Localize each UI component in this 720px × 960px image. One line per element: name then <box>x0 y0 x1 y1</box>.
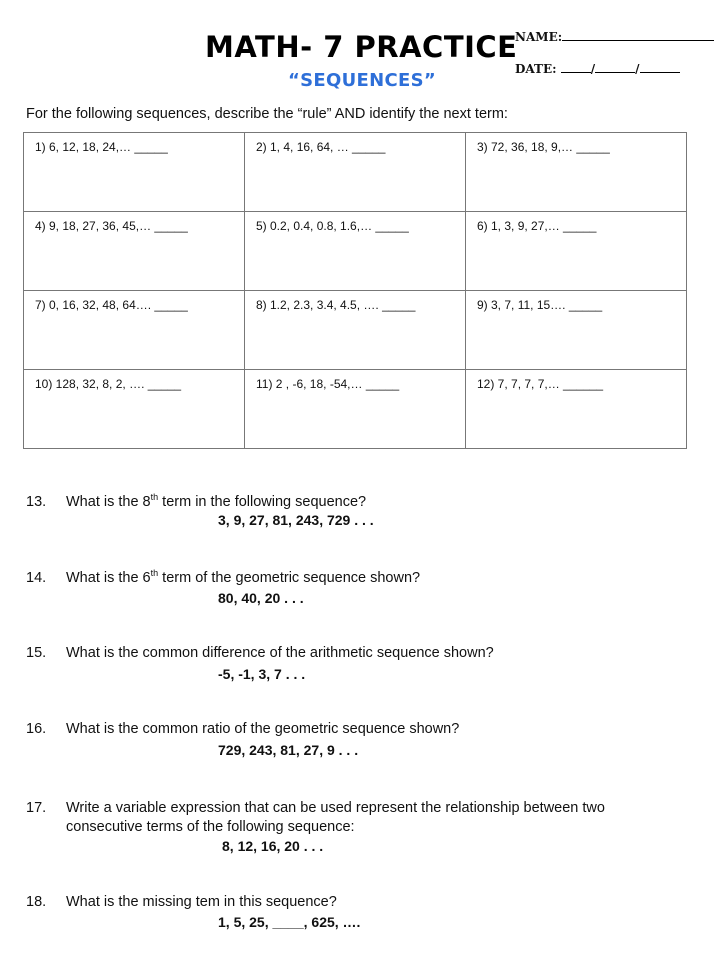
worksheet-title: MATH- 7 PRACTICE <box>205 30 518 64</box>
date-label: DATE: <box>515 62 557 76</box>
grid-cell[interactable]: 1) 6, 12, 18, 24,… _____ <box>24 133 245 212</box>
ordinal-suffix: th <box>150 568 159 578</box>
date-day-blank[interactable] <box>595 60 635 73</box>
question-number: 16. <box>26 721 47 737</box>
grid-row <box>24 133 687 212</box>
question-14 <box>26 568 420 586</box>
grid-cell[interactable]: 9) 3, 7, 11, 15…. _____ <box>466 291 687 370</box>
grid-cell[interactable]: 8) 1.2, 2.3, 3.4, 4.5, …. _____ <box>245 291 466 370</box>
sequence-grid <box>23 132 687 449</box>
question-number: 17. <box>26 800 47 816</box>
question-18-sequence: 1, 5, 25, ____, 625, …. <box>218 914 361 930</box>
date-year-blank[interactable] <box>640 60 680 73</box>
question-text: What is the 6 <box>66 569 151 586</box>
date-month-blank[interactable] <box>561 60 591 73</box>
question-15 <box>26 645 494 661</box>
grid-cell[interactable]: 12) 7, 7, 7, 7,… ______ <box>466 370 687 449</box>
grid-cell[interactable]: 11) 2 , -6, 18, -54,… _____ <box>245 370 466 449</box>
question-text: What is the 8 <box>66 493 151 510</box>
question-text: Write a variable expression that can be used represent the relationship between two <box>66 800 605 816</box>
instructions: For the following sequences, describe the “rule” AND identify the next term: <box>26 106 508 122</box>
ordinal-suffix: th <box>150 492 159 502</box>
question-text: What is the missing tem in this sequence? <box>66 894 337 910</box>
question-number: 18. <box>26 894 47 910</box>
name-field[interactable] <box>515 28 714 44</box>
question-number: 14. <box>26 569 47 586</box>
question-text: What is the common ratio of the geometric sequence shown? <box>66 721 460 737</box>
grid-row <box>24 370 687 449</box>
question-16-sequence: 729, 243, 81, 27, 9 . . . <box>218 742 359 758</box>
grid-row <box>24 291 687 370</box>
question-text-continued: consecutive terms of the following sequence: <box>66 819 355 835</box>
name-blank[interactable] <box>562 28 714 41</box>
name-label: NAME: <box>515 30 563 44</box>
question-number: 13. <box>26 493 47 510</box>
question-13 <box>26 492 366 510</box>
grid-cell[interactable]: 5) 0.2, 0.4, 0.8, 1.6,… _____ <box>245 212 466 291</box>
question-15-sequence: -5, -1, 3, 7 . . . <box>218 666 306 682</box>
question-17 <box>26 799 605 837</box>
question-text: term in the following sequence? <box>158 493 367 510</box>
grid-cell[interactable]: 6) 1, 3, 9, 27,… _____ <box>466 212 687 291</box>
worksheet-subtitle: “SEQUENCES” <box>288 70 436 91</box>
date-separator: / <box>590 62 596 76</box>
grid-row <box>24 212 687 291</box>
question-16 <box>26 721 459 737</box>
question-number: 15. <box>26 645 47 661</box>
question-17-sequence: 8, 12, 16, 20 . . . <box>222 838 324 854</box>
grid-cell[interactable]: 10) 128, 32, 8, 2, …. _____ <box>24 370 245 449</box>
grid-cell[interactable]: 4) 9, 18, 27, 36, 45,… _____ <box>24 212 245 291</box>
question-13-sequence: 3, 9, 27, 81, 243, 729 . . . <box>218 512 374 528</box>
grid-cell[interactable]: 7) 0, 16, 32, 48, 64…. _____ <box>24 291 245 370</box>
question-text: term of the geometric sequence shown? <box>158 569 421 586</box>
date-field[interactable] <box>515 60 680 76</box>
date-separator: / <box>635 62 640 76</box>
question-text: What is the common difference of the arithmetic sequence shown? <box>66 645 494 661</box>
question-18 <box>26 894 337 910</box>
grid-cell[interactable]: 3) 72, 36, 18, 9,… _____ <box>466 133 687 212</box>
grid-cell[interactable]: 2) 1, 4, 16, 64, … _____ <box>245 133 466 212</box>
question-14-sequence: 80, 40, 20 . . . <box>218 590 304 606</box>
